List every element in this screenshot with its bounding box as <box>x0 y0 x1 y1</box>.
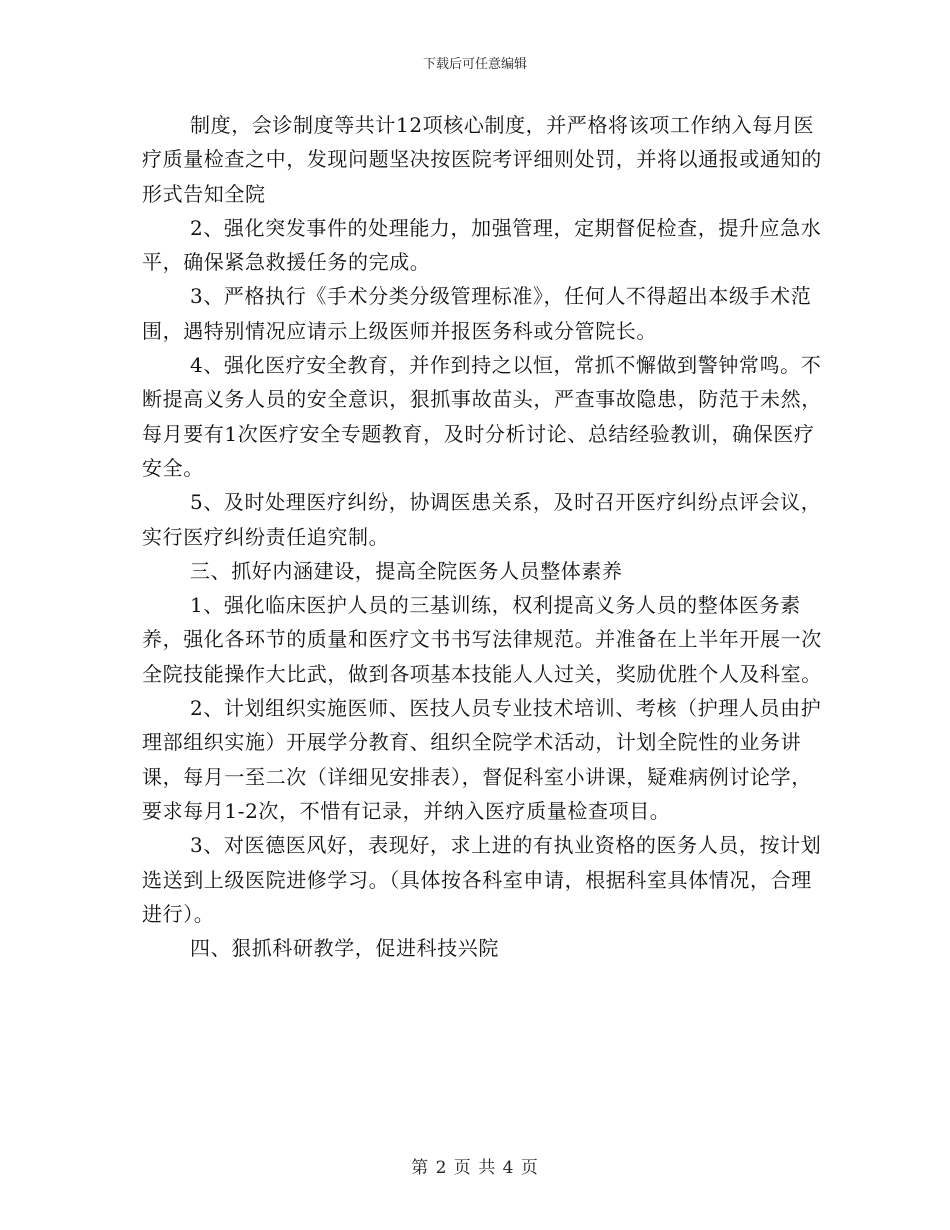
page-number-footer: 第 2 页 共 4 页 <box>411 1158 539 1178</box>
paragraph: 3、严格执行《手术分类分级管理标准》，任何人不得超出本级手术范围，遇特别情况应请示上级医师并报医务科或分管院长。 <box>142 284 812 343</box>
paragraph: 3、对医德医风好，表现好，求上进的有执业资格的医务人员，按计划选送到上级医院进修学习。（具体按各科室申请，根据科室具体情况，合理进行）。 <box>142 833 822 926</box>
paragraph: 2、计划组织实施医师、医技人员专业技术培训、考核（护理人员由护理部组织实施）开展学分教育、组织全院学术活动，计划全院性的业务讲课，每月一至二次（详细见安排表），督促科室小讲课，疑难病例讨论学，要求每月1-2次，不惜有记录，并纳入医疗质量检查项目。 <box>142 696 822 823</box>
paragraph: 4、强化医疗安全教育，并作到持之以恒，常抓不懈做到警钟常鸣。不断提高义务人员的安全意识，狠抓事故苗头，严查事故隐患，防范于未然，每月要有1次医疗安全专题教育，及时分析讨论、总结经验教训，确保医疗安全。 <box>142 353 822 480</box>
section-heading: 四、狠抓科研教学，促进科技兴院 <box>190 936 499 961</box>
section-heading: 三、抓好内涵建设，提高全院医务人员整体素养 <box>190 558 623 583</box>
paragraph: 5、及时处理医疗纠纷，协调医患关系，及时召开医疗纠纷点评会议，实行医疗纠纷责任追究制。 <box>142 490 822 549</box>
paragraph: 1、强化临床医护人员的三基训练，权利提高义务人员的整体医务素养，强化各环节的质量和医疗文书书写法律规范。并准备在上半年开展一次全院技能操作大比武，做到各项基本技能人人过关，奖励优胜个人及科室。 <box>142 593 822 686</box>
paragraph: 2、强化突发事件的处理能力，加强管理，定期督促检查，提升应急水平，确保紧急救援任务的完成。 <box>142 215 822 275</box>
page-header: 下载后可任意编辑 <box>422 57 527 72</box>
document-body <box>142 108 822 965</box>
paragraph: 制度，会诊制度等共计12项核心制度，并严格将该项工作纳入每月医疗质量检查之中，发现问题坚决按医院考评细则处罚，并将以通报或通知的形式告知全院 <box>142 113 822 206</box>
